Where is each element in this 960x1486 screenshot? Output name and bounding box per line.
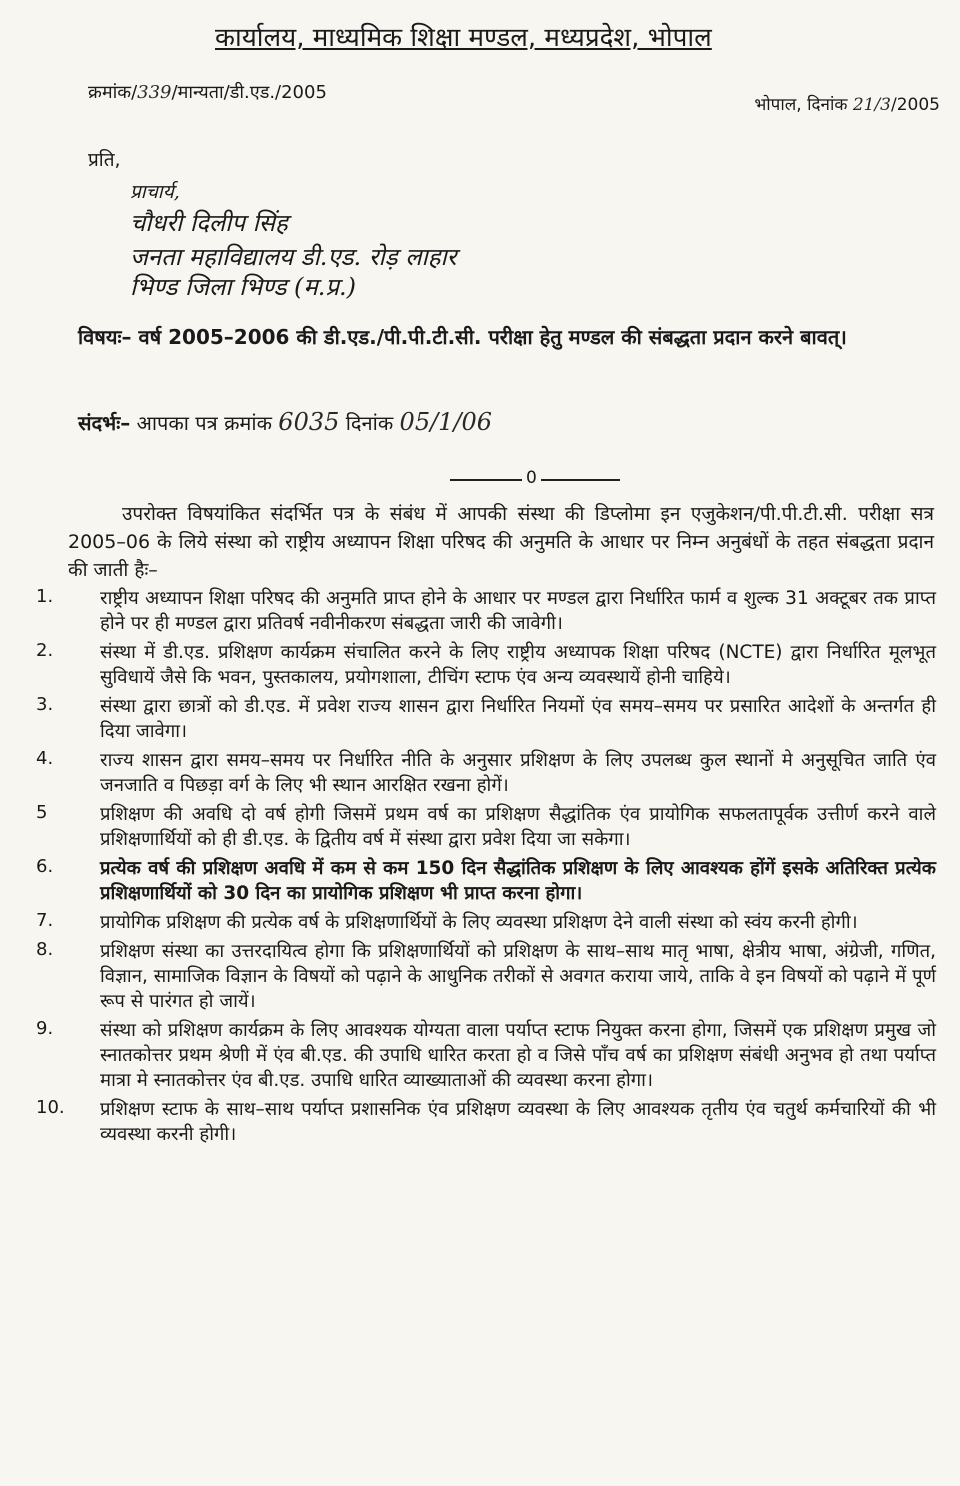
item-number: 3. bbox=[36, 694, 54, 715]
reference-number-handwritten: 6035 bbox=[278, 408, 340, 436]
addressee-line-3: जनता महाविद्यालय डी.एड. रोड़ लाहार bbox=[130, 243, 457, 271]
item-text: संस्था में डी.एड. प्रशिक्षण कार्यक्रम संचालित करने के लिए राष्ट्रीय अध्यापक शिक्षा परिषद (NCTE) द्वारा निर्धारित मूलभूत सुविधायें जैसे कि भवन, पुस्तकालय, प्रयोगशाला, टीचिंग स्टाफ एंव अन्य व्यवस्थायें होनी चाहिये। bbox=[100, 642, 936, 688]
list-item bbox=[36, 640, 936, 690]
item-text: प्रशिक्षण संस्था का उत्तरदायित्व होगा कि प्रशिक्षणार्थियों को प्रशिक्षण के साथ–साथ मातृ भाषा, क्षेत्रीय भाषा, अंग्रेजी, गणित, विज्ञान, सामाजिक विज्ञान के विषयों को पढ़ाने के आधुनिक तरीकों से अवगत कराया जाये, ताकि वे इन विषयों को पढ़ाने में पूर्ण रूप से पारंगत हो जायें। bbox=[100, 941, 936, 1012]
ref-number-handwritten: 339 bbox=[137, 82, 172, 103]
separator bbox=[450, 468, 620, 488]
item-text: राज्य शासन द्वारा समय–समय पर निर्धारित नीति के अनुसार प्रशिक्षण के लिए उपलब्ध कुल स्थानों मे अनुसूचित जाति एंव जनजाति व पिछड़ा वर्ग के लिए भी स्थान आरक्षित रखना होगें। bbox=[100, 750, 936, 796]
date-prefix: भोपाल, दिनांक bbox=[754, 95, 848, 115]
reference-block bbox=[78, 408, 492, 436]
subject-text: वर्ष 2005–2006 की डी.एड./पी.पी.टी.सी. परीक्षा हेतु मण्डल की संबद्धता प्रदान करने बावत्। bbox=[138, 325, 847, 349]
item-text: प्रत्येक वर्ष की प्रशिक्षण अवधि में कम से कम 150 दिन सैद्धांतिक प्रशिक्षण के लिए आवश्यक होंगें इसके अतिरिक्त प्रत्येक प्रशिक्षणार्थियों को 30 दिन का प्रायोगिक प्रशिक्षण भी प्राप्त करना होगा। bbox=[100, 858, 936, 904]
list-item bbox=[36, 856, 936, 906]
item-text: संस्था को प्रशिक्षण कार्यक्रम के लिए आवश्यक योग्यता वाला पर्याप्त स्टाफ नियुक्त करना होगा, जिसमें एक प्रशिक्षण प्रमुख जो स्नातकोत्तर प्रथम श्रेणी में एंव बी.एड. की उपाधि धारित करता हो व जिसे पाँच वर्ष का प्रशिक्षण संबंधी अनुभव हो तथा पर्याप्त मात्रा मे स्नातकोत्तर एंव बी.एड. उपाधि धारित व्याख्याताओं की व्यवस्था करना होगा। bbox=[100, 1020, 936, 1091]
addressee-line-1: प्राचार्य, bbox=[130, 181, 180, 203]
intro-paragraph: उपरोक्त विषयांकित संदर्भित पत्र के संबंध में आपकी संस्था की डिप्लोमा इन एजुकेशन/पी.पी.टी.सी. परीक्षा सत्र 2005–06 के लिये संस्था को राष्ट्रीय अध्यापन शिक्षा परिषद की अनुमति के आधार पर निम्न अनुबंधों के तहत संबद्धता प्रदान की जाती हैः– bbox=[68, 503, 934, 581]
list-item bbox=[36, 1018, 936, 1093]
conditions-list bbox=[36, 586, 936, 1151]
list-item bbox=[36, 748, 936, 798]
item-number: 1. bbox=[36, 586, 54, 607]
ref-prefix: क्रमांक/ bbox=[88, 82, 138, 103]
item-text: प्रशिक्षण स्टाफ के साथ–साथ पर्याप्त प्रशासनिक एंव प्रशिक्षण व्यवस्था के लिए आवश्यक तृतीय एंव चतुर्थ कर्मचारियों की भी व्यवस्था करनी होगी। bbox=[100, 1099, 936, 1145]
list-item bbox=[36, 1097, 936, 1147]
item-text: राष्ट्रीय अध्यापन शिक्षा परिषद की अनुमति प्राप्त होने के आधार पर मण्डल द्वारा निर्धारित फार्म व शुल्क 31 अक्टूबर तक प्राप्त होने पर ही मण्डल द्वारा प्रतिवर्ष नवीनीकरण संबद्धता जारी की जावेगी। bbox=[100, 588, 936, 634]
reference-number-line bbox=[88, 80, 327, 104]
addressee-line-2: चौधरी दिलीप सिंह bbox=[130, 209, 288, 237]
addressee-line-4: भिण्ड जिला भिण्ड (म.प्र.) bbox=[130, 273, 357, 301]
item-number: 6. bbox=[36, 856, 54, 877]
date-suffix: /2005 bbox=[891, 95, 940, 115]
list-item bbox=[36, 910, 936, 935]
list-item bbox=[36, 802, 936, 852]
date-handwritten: 21/3 bbox=[852, 95, 891, 115]
ref-suffix: /मान्यता/डी.एड./2005 bbox=[171, 82, 327, 103]
item-number: 9. bbox=[36, 1018, 54, 1039]
item-number: 4. bbox=[36, 748, 54, 769]
list-item bbox=[36, 939, 936, 1014]
reference-label: संदर्भः– bbox=[78, 411, 131, 435]
item-number: 8. bbox=[36, 939, 54, 960]
item-number: 7. bbox=[36, 910, 54, 931]
reference-text: आपका पत्र क्रमांक bbox=[136, 411, 272, 435]
to-label: प्रति, bbox=[88, 149, 121, 171]
office-title: कार्यालय, माध्यमिक शिक्षा मण्डल, मध्यप्रदेश, भोपाल bbox=[215, 23, 712, 53]
reference-date-label: दिनांक bbox=[345, 411, 394, 435]
item-number: 5 bbox=[36, 802, 48, 823]
separator-mark: 0 bbox=[522, 468, 541, 488]
date-line bbox=[754, 92, 940, 115]
subject-block bbox=[78, 322, 898, 352]
reference-date-handwritten: 05/1/06 bbox=[399, 408, 493, 436]
item-number: 2. bbox=[36, 640, 54, 661]
item-text: प्रशिक्षण की अवधि दो वर्ष होगी जिसमें प्रथम वर्ष का प्रशिक्षण सैद्धांतिक एंव प्रायोगिक सफलतापूर्वक उत्तीर्ण करने वाले प्रशिक्षणार्थियों को ही डी.एड. के द्वितीय वर्ष में संस्था द्वारा प्रवेश दिया जा सकेगा। bbox=[100, 804, 936, 850]
item-text: प्रायोगिक प्रशिक्षण की प्रत्येक वर्ष के प्रशिक्षणार्थियों के लिए व्यवस्था प्रशिक्षण देने वाली संस्था को स्वंय करनी होगी। bbox=[100, 912, 858, 933]
list-item bbox=[36, 694, 936, 744]
list-item bbox=[36, 586, 936, 636]
subject-label: विषयः– bbox=[78, 325, 132, 349]
item-text: संस्था द्वारा छात्रों को डी.एड. में प्रवेश राज्य शासन द्वारा निर्धारित नियमों एंव समय–समय पर प्रसारित आदेशों के अन्तर्गत ही दिया जावेगा। bbox=[100, 696, 936, 742]
item-number: 10. bbox=[36, 1097, 65, 1118]
